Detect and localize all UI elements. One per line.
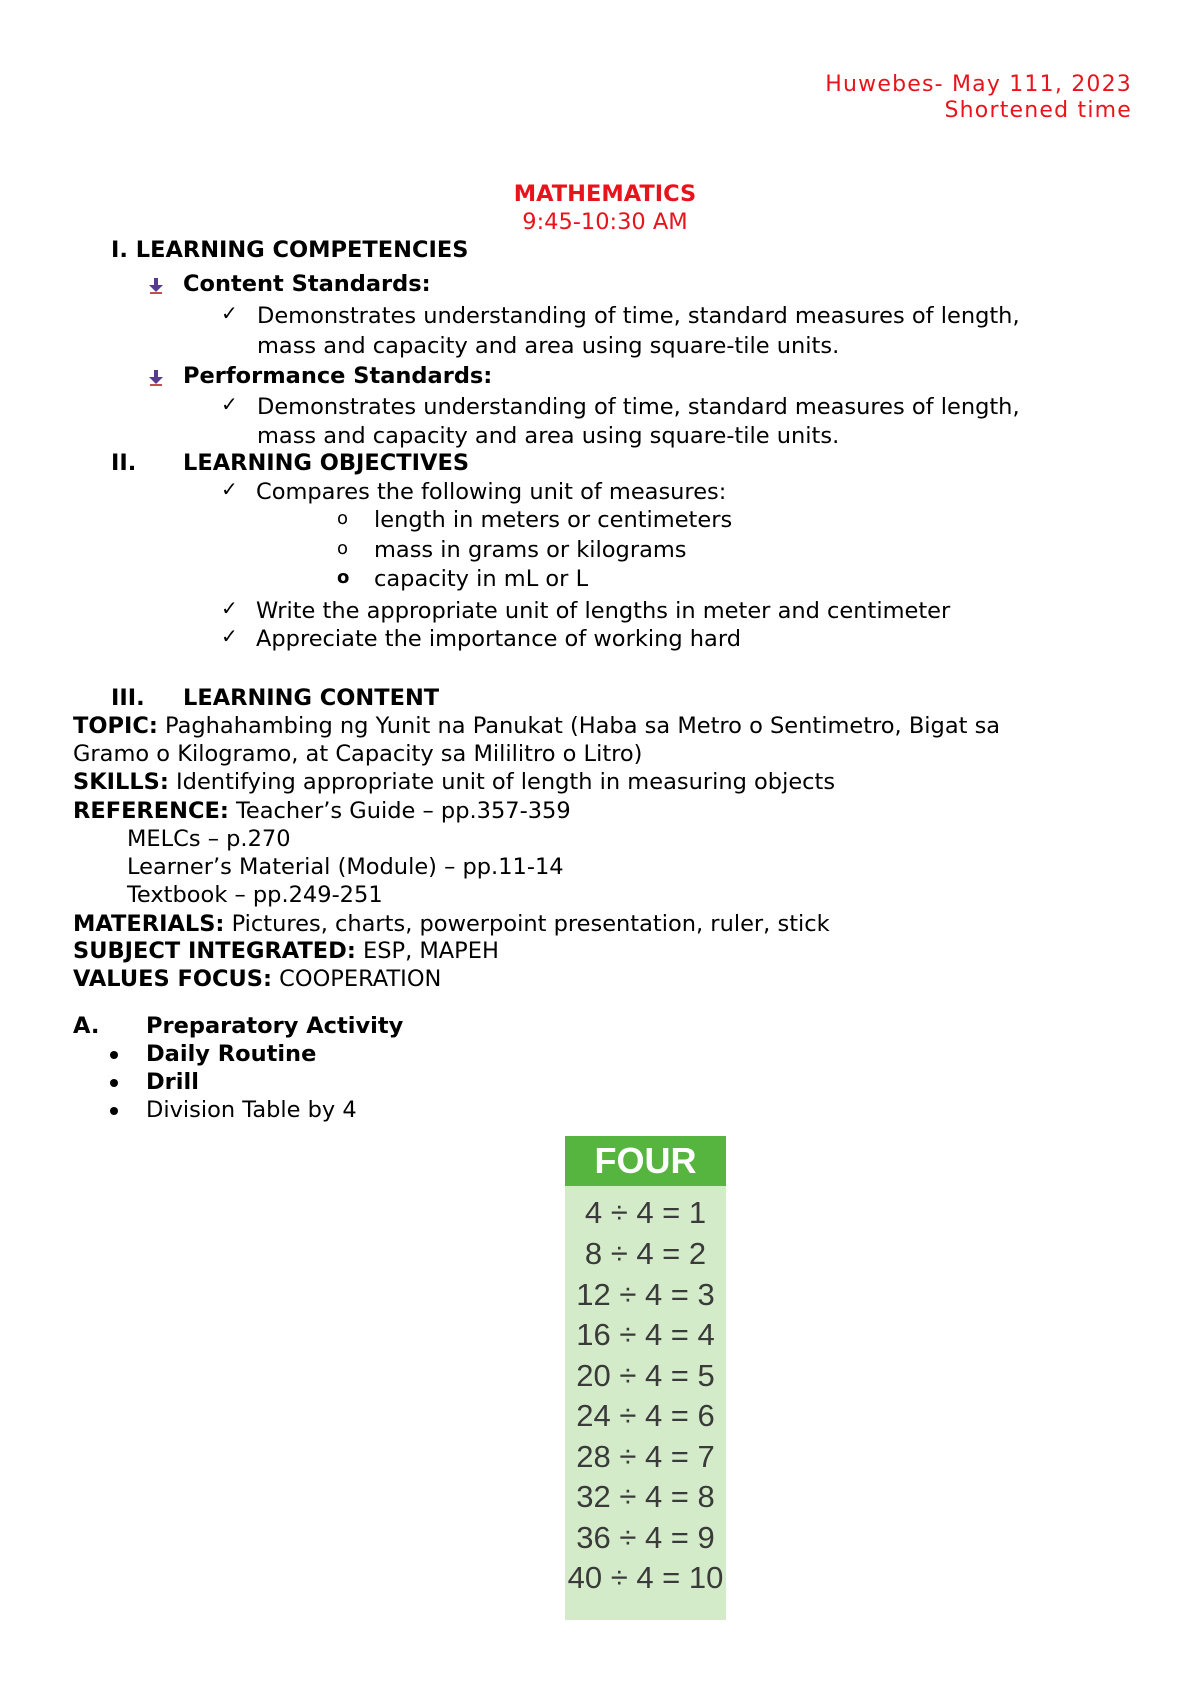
activity-heading: Preparatory Activity	[146, 1013, 404, 1039]
competencies-heading: I. LEARNING COMPETENCIES	[111, 237, 469, 263]
skills-text: Identifying appropriate unit of length in measuring objects	[176, 769, 836, 795]
skills-line	[73, 768, 835, 796]
subject-integrated-line	[73, 937, 499, 965]
topic-label: TOPIC:	[73, 713, 158, 739]
arrow-down-bullet-icon	[148, 278, 164, 294]
performance-standards-label: Performance Standards:	[183, 363, 493, 389]
subject-integrated-text: ESP, MAPEH	[363, 938, 499, 964]
content-standard-line2: mass and capacity and area using square-tile units.	[257, 333, 840, 359]
division-row: 16 ÷ 4 = 4	[576, 1317, 715, 1352]
bullet-dot-icon	[110, 1107, 118, 1115]
reference-textbook: Textbook – pp.249-251	[127, 882, 383, 908]
reference-teachers-guide: Teacher’s Guide – pp.357-359	[236, 798, 571, 824]
activity-daily-routine: Daily Routine	[146, 1041, 317, 1067]
objective-appreciate: Appreciate the importance of working hard	[256, 626, 741, 652]
topic-line2: Gramo o Kilogramo, at Capacity sa Mililitro o Litro)	[73, 741, 643, 767]
content-numeral: III.	[111, 685, 145, 711]
content-heading: LEARNING CONTENT	[183, 685, 440, 711]
values-focus-text: COOPERATION	[279, 966, 442, 992]
objective-sub-capacity: capacity in mL or L	[374, 566, 589, 592]
skills-label: SKILLS:	[73, 769, 169, 795]
content-standard-line1: Demonstrates understanding of time, standard measures of length,	[257, 303, 1020, 329]
activity-division-table: Division Table by 4	[146, 1097, 357, 1123]
objective-write-units: Write the appropriate unit of lengths in meter and centimeter	[256, 598, 951, 624]
division-row: 4 ÷ 4 = 1	[584, 1195, 707, 1230]
materials-text: Pictures, charts, powerpoint presentation, ruler, stick	[231, 911, 830, 937]
division-table-title: FOUR	[565, 1136, 726, 1186]
bullet-dot-icon	[110, 1079, 118, 1087]
objective-sub-length: length in meters or centimeters	[374, 507, 733, 533]
check-icon: ✓	[221, 301, 238, 325]
division-row: 28 ÷ 4 = 7	[576, 1439, 715, 1474]
reference-learners-material: Learner’s Material (Module) – pp.11-14	[127, 854, 564, 880]
division-row: 8 ÷ 4 = 2	[584, 1236, 707, 1271]
materials-label: MATERIALS:	[73, 911, 225, 937]
content-standards-label: Content Standards:	[183, 271, 431, 297]
performance-standard-line1: Demonstrates understanding of time, standard measures of length,	[257, 394, 1020, 420]
check-icon: ✓	[221, 596, 238, 620]
circle-bullet-icon: o	[337, 567, 350, 588]
subject-time: 9:45-10:30 AM	[522, 209, 688, 235]
division-row: 32 ÷ 4 = 8	[576, 1479, 715, 1514]
division-row: 12 ÷ 4 = 3	[576, 1277, 715, 1312]
objective-sub-mass: mass in grams or kilograms	[374, 537, 687, 563]
objectives-heading: LEARNING OBJECTIVES	[183, 450, 470, 476]
circle-bullet-icon: o	[337, 508, 349, 529]
division-row: 24 ÷ 4 = 6	[576, 1398, 715, 1433]
objectives-numeral: II.	[111, 450, 137, 476]
division-row: 20 ÷ 4 = 5	[576, 1358, 715, 1393]
subject-title: MATHEMATICS	[513, 181, 697, 207]
division-row: 40 ÷ 4 = 10	[567, 1560, 724, 1595]
arrow-down-bullet-icon	[148, 370, 164, 386]
topic-text: Paghahambing ng Yunit na Panukat (Haba sa Metro o Sentimetro, Bigat sa	[165, 713, 1001, 739]
subject-integrated-label: SUBJECT INTEGRATED:	[73, 938, 356, 964]
lesson-date: Huwebes- May 111, 2023	[825, 72, 1132, 97]
values-focus-label: VALUES FOCUS:	[73, 966, 272, 992]
activity-drill: Drill	[146, 1069, 199, 1095]
check-icon: ✓	[221, 624, 238, 648]
values-focus-line	[73, 965, 441, 993]
reference-melcs: MELCs – p.270	[127, 826, 291, 852]
activity-letter: A.	[73, 1013, 100, 1039]
performance-standard-line2: mass and capacity and area using square-tile units.	[257, 423, 840, 449]
reference-label: REFERENCE:	[73, 798, 229, 824]
bullet-dot-icon	[110, 1051, 118, 1059]
check-icon: ✓	[221, 477, 238, 501]
circle-bullet-icon: o	[337, 538, 349, 559]
objective-compare: Compares the following unit of measures:	[256, 479, 727, 505]
materials-line	[73, 910, 830, 938]
division-row: 36 ÷ 4 = 9	[576, 1520, 715, 1555]
check-icon: ✓	[221, 392, 238, 416]
topic-line	[73, 712, 1000, 740]
reference-line	[73, 797, 571, 825]
division-table-four	[565, 1136, 726, 1620]
shortened-time-note: Shortened time	[944, 98, 1132, 123]
